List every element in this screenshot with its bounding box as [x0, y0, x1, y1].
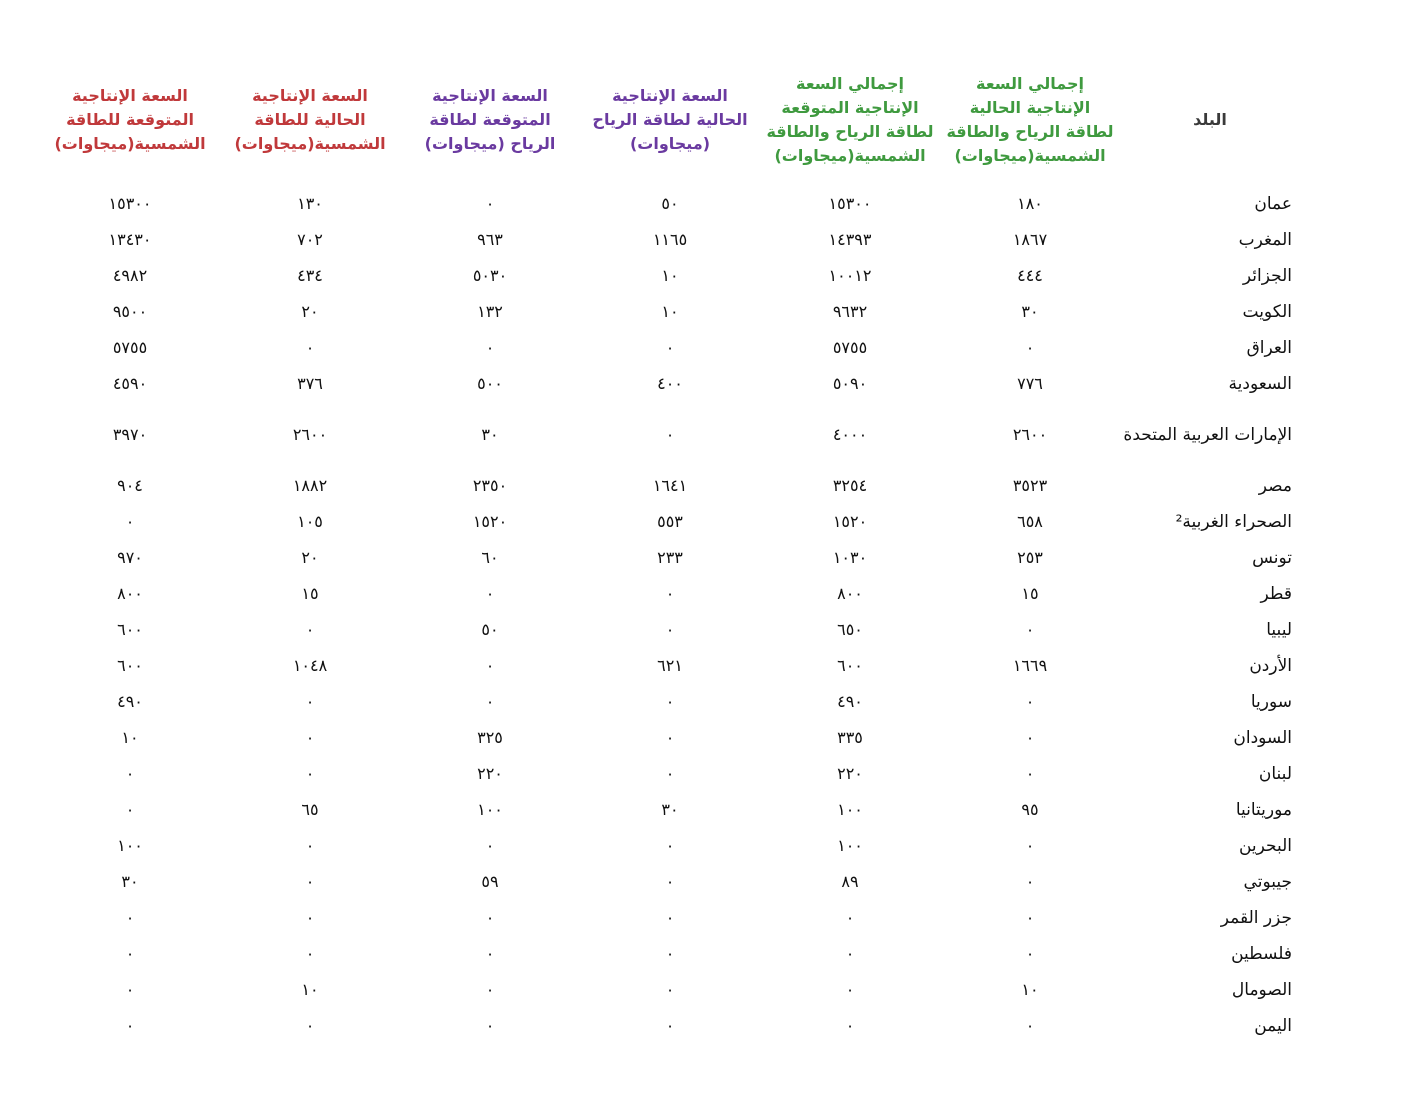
cell-wind-expected: ٠	[485, 584, 495, 603]
cell-solar-current: ٠	[305, 1016, 315, 1035]
cell-country: قطر	[1260, 584, 1292, 604]
cell-solar-expected: ٥٧٥٥	[112, 338, 148, 357]
table-row	[40, 330, 1300, 366]
cell-total-current: ٦٥٨	[1017, 512, 1043, 531]
table-header-row	[40, 58, 1300, 186]
cell-country: الصحراء الغربية²	[1175, 512, 1292, 532]
cell-solar-expected: ٤٩٨٢	[112, 266, 148, 285]
cell-total-expected: ١٠٣٠	[832, 548, 868, 567]
cell-solar-expected: ٤٥٩٠	[112, 374, 148, 393]
cell-total-expected: ٣٣٥	[837, 728, 863, 747]
cell-wind-expected: ١٥٢٠	[472, 512, 508, 531]
header-total-expected: إجمالي السعة الإنتاجية المتوقعة لطاقة الرياح والطاقة الشمسية(ميجاوات)	[766, 74, 934, 165]
cell-solar-expected: ٣٩٧٠	[112, 425, 148, 444]
cell-total-expected: ١٠٠	[837, 836, 863, 855]
table-row	[40, 900, 1300, 936]
cell-total-expected: ١٤٣٩٣	[828, 230, 872, 249]
cell-total-expected: ٩٦٣٢	[832, 302, 868, 321]
cell-total-current: ٠	[1025, 764, 1035, 783]
cell-wind-current: ٠	[665, 728, 675, 747]
cell-total-expected: ٥٧٥٥	[832, 338, 868, 357]
cell-total-current: ٠	[1025, 692, 1035, 711]
cell-country: العراق	[1246, 338, 1292, 358]
cell-wind-expected: ٣٠	[481, 425, 499, 444]
cell-wind-current: ٠	[665, 692, 675, 711]
cell-wind-current: ٢٣٣	[657, 548, 683, 567]
cell-wind-current: ٠	[665, 944, 675, 963]
cell-total-expected: ١٥٣٠٠	[828, 194, 872, 213]
cell-solar-expected: ١٣٤٣٠	[108, 230, 152, 249]
cell-total-current: ٠	[1025, 728, 1035, 747]
cell-solar-expected: ٩٠٤	[117, 476, 143, 495]
cell-solar-expected: ٣٠	[121, 872, 139, 891]
cell-total-current: ٠	[1025, 338, 1035, 357]
header-wind-expected: السعة الإنتاجية المتوقعة لطاقة الرياح (ميجاوات)	[424, 86, 556, 153]
cell-country: الإمارات العربية المتحدة	[1123, 425, 1292, 445]
cell-total-expected: ٢٢٠	[837, 764, 863, 783]
cell-country: تونس	[1252, 548, 1292, 568]
cell-solar-current: ٠	[305, 338, 315, 357]
cell-solar-expected: ٠	[125, 980, 135, 999]
cell-solar-current: ٢٦٠٠	[292, 425, 328, 444]
cell-solar-current: ٠	[305, 620, 315, 639]
cell-solar-current: ٢٠	[301, 548, 319, 567]
cell-wind-expected: ٦٠	[481, 548, 499, 567]
cell-total-expected: ١٠٠١٢	[828, 266, 872, 285]
cell-solar-current: ١٨٨٢	[292, 476, 328, 495]
table-row	[40, 828, 1300, 864]
table-row	[40, 294, 1300, 330]
cell-country: البحرين	[1238, 836, 1292, 856]
cell-total-expected: ٤٠٠٠	[832, 425, 868, 444]
cell-wind-expected: ٣٢٥	[477, 728, 503, 747]
cell-wind-expected: ١٠٠	[477, 800, 503, 819]
cell-country: الأردن	[1249, 656, 1292, 676]
cell-country: اليمن	[1254, 1016, 1292, 1036]
cell-country: مصر	[1258, 476, 1292, 496]
cell-total-current: ١٦٦٩	[1012, 656, 1048, 675]
cell-total-current: ٠	[1025, 620, 1035, 639]
cell-solar-current: ٤٣٤	[297, 266, 323, 285]
cell-wind-current: ٦٢١	[657, 656, 683, 675]
cell-solar-current: ٦٥	[301, 800, 319, 819]
table-row	[40, 366, 1300, 402]
cell-wind-expected: ٠	[485, 656, 495, 675]
table-row	[40, 540, 1300, 576]
header-wind-current: السعة الإنتاجية الحالية لطاقة الرياح (ميجاوات)	[592, 86, 748, 153]
cell-solar-current: ٢٠	[301, 302, 319, 321]
cell-country: ليبيا	[1266, 620, 1292, 640]
cell-wind-expected: ٥٩	[481, 872, 499, 891]
cell-country: السعودية	[1228, 374, 1292, 394]
cell-solar-current: ٠	[305, 908, 315, 927]
table-row	[40, 792, 1300, 828]
table-row	[40, 684, 1300, 720]
cell-solar-expected: ١٠٠	[117, 836, 143, 855]
cell-solar-current: ٧٠٢	[297, 230, 323, 249]
cell-total-current: ٠	[1025, 908, 1035, 927]
cell-total-expected: ٠	[845, 1016, 855, 1035]
cell-total-current: ٧٧٦	[1017, 374, 1043, 393]
cell-wind-expected: ٠	[485, 980, 495, 999]
table-body	[40, 186, 1300, 1044]
table-row	[40, 720, 1300, 756]
cell-total-current: ٣٠	[1021, 302, 1039, 321]
cell-wind-current: ٤٠٠	[657, 374, 683, 393]
cell-country: جزر القمر	[1220, 908, 1292, 928]
cell-total-current: ١٨٦٧	[1012, 230, 1048, 249]
cell-solar-current: ٠	[305, 728, 315, 747]
header-solar-current: السعة الإنتاجية الحالية للطاقة الشمسية(ميجاوات)	[234, 86, 386, 153]
cell-total-current: ٠	[1025, 836, 1035, 855]
cell-total-expected: ٨٠٠	[837, 584, 863, 603]
cell-wind-expected: ١٣٢	[477, 302, 503, 321]
cell-total-expected: ٠	[845, 944, 855, 963]
table-row	[40, 864, 1300, 900]
cell-solar-expected: ٠	[125, 764, 135, 783]
table-row	[40, 648, 1300, 684]
cell-solar-current: ١٠٤٨	[292, 656, 328, 675]
cell-solar-current: ١٥	[301, 584, 319, 603]
cell-wind-expected: ٠	[485, 194, 495, 213]
cell-wind-expected: ٥٠	[481, 620, 499, 639]
cell-total-expected: ٨٩	[841, 872, 859, 891]
cell-total-current: ٠	[1025, 872, 1035, 891]
table-row	[40, 972, 1300, 1008]
cell-wind-expected: ٠	[485, 692, 495, 711]
cell-country: الجزائر	[1242, 266, 1292, 286]
cell-country: الصومال	[1231, 980, 1292, 1000]
cell-total-expected: ١٠٠	[837, 800, 863, 819]
cell-total-expected: ٥٠٩٠	[832, 374, 868, 393]
cell-solar-current: ٠	[305, 764, 315, 783]
cell-solar-current: ٠	[305, 872, 315, 891]
table-row	[40, 504, 1300, 540]
cell-solar-expected: ٨٠٠	[117, 584, 143, 603]
cell-wind-expected: ٠	[485, 944, 495, 963]
table-row	[40, 612, 1300, 648]
cell-wind-expected: ٠	[485, 836, 495, 855]
cell-solar-expected: ٠	[125, 800, 135, 819]
cell-total-current: ٣٥٢٣	[1012, 476, 1048, 495]
table-row	[40, 402, 1300, 468]
cell-country: المغرب	[1238, 230, 1292, 250]
cell-wind-current: ٥٥٣	[657, 512, 683, 531]
table-row	[40, 258, 1300, 294]
cell-wind-expected: ٠	[485, 338, 495, 357]
cell-country: جيبوتي	[1243, 872, 1292, 892]
cell-wind-expected: ٢٣٥٠	[472, 476, 508, 495]
cell-solar-current: ١٠	[301, 980, 319, 999]
cell-total-current: ٤٤٤	[1017, 266, 1043, 285]
cell-country: فلسطين	[1231, 944, 1292, 964]
cell-total-current: ٢٦٠٠	[1012, 425, 1048, 444]
cell-solar-expected: ٦٠٠	[117, 620, 143, 639]
table-row	[40, 756, 1300, 792]
table-row	[40, 186, 1300, 222]
table-row	[40, 576, 1300, 612]
cell-wind-current: ٠	[665, 338, 675, 357]
cell-wind-current: ٠	[665, 1016, 675, 1035]
cell-total-expected: ٠	[845, 908, 855, 927]
cell-wind-expected: ٥٠٣٠	[472, 266, 508, 285]
cell-wind-current: ٠	[665, 836, 675, 855]
table-row	[40, 222, 1300, 258]
cell-country: الكويت	[1242, 302, 1292, 322]
cell-wind-current: ٠	[665, 764, 675, 783]
cell-wind-current: ٠	[665, 980, 675, 999]
cell-solar-expected: ٤٩٠	[117, 692, 143, 711]
cell-solar-current: ١٠٥	[297, 512, 323, 531]
cell-total-current: ٠	[1025, 1016, 1035, 1035]
cell-total-current: ١٥	[1021, 584, 1039, 603]
cell-wind-current: ٣٠	[661, 800, 679, 819]
cell-wind-current: ١٠	[661, 302, 679, 321]
cell-country: عمان	[1254, 194, 1292, 214]
header-solar-expected: السعة الإنتاجية المتوقعة للطاقة الشمسية(ميجاوات)	[54, 86, 206, 153]
cell-solar-expected: ١٥٣٠٠	[108, 194, 152, 213]
cell-wind-current: ١٠	[661, 266, 679, 285]
cell-solar-expected: ٠	[125, 512, 135, 531]
header-total-current: إجمالي السعة الإنتاجية الحالية لطاقة الرياح والطاقة الشمسية(ميجاوات)	[946, 74, 1114, 165]
header-country: البلد	[1193, 110, 1227, 129]
cell-country: سوريا	[1250, 692, 1292, 712]
cell-solar-current: ٠	[305, 836, 315, 855]
cell-total-expected: ٠	[845, 980, 855, 999]
cell-wind-current: ٠	[665, 908, 675, 927]
cell-total-current: ٩٥	[1021, 800, 1039, 819]
cell-wind-expected: ٢٢٠	[477, 764, 503, 783]
cell-solar-expected: ٠	[125, 944, 135, 963]
cell-wind-expected: ٠	[485, 908, 495, 927]
cell-total-current: ١٨٠	[1017, 194, 1043, 213]
cell-wind-current: ٠	[665, 584, 675, 603]
cell-total-expected: ٣٢٥٤	[832, 476, 868, 495]
cell-total-current: ٢٥٣	[1017, 548, 1043, 567]
cell-solar-expected: ٠	[125, 908, 135, 927]
cell-total-current: ٠	[1025, 944, 1035, 963]
cell-country: موريتانيا	[1235, 800, 1292, 820]
cell-wind-current: ١١٦٥	[652, 230, 688, 249]
cell-wind-current: ٠	[665, 620, 675, 639]
cell-solar-current: ١٣٠	[297, 194, 323, 213]
table-row	[40, 468, 1300, 504]
cell-solar-expected: ٠	[125, 1016, 135, 1035]
cell-wind-current: ٠	[665, 872, 675, 891]
cell-solar-expected: ٩٥٠٠	[112, 302, 148, 321]
table-row	[40, 1008, 1300, 1044]
cell-solar-current: ٠	[305, 692, 315, 711]
cell-solar-expected: ١٠	[121, 728, 139, 747]
cell-total-expected: ٦٥٠	[837, 620, 863, 639]
cell-solar-current: ٠	[305, 944, 315, 963]
cell-total-expected: ٦٠٠	[837, 656, 863, 675]
cell-total-current: ١٠	[1021, 980, 1039, 999]
cell-total-expected: ١٥٢٠	[832, 512, 868, 531]
cell-wind-expected: ٥٠٠	[477, 374, 503, 393]
cell-country: لبنان	[1258, 764, 1292, 784]
cell-solar-expected: ٩٧٠	[117, 548, 143, 567]
cell-country: السودان	[1233, 728, 1292, 748]
cell-wind-expected: ٠	[485, 1016, 495, 1035]
cell-wind-current: ٠	[665, 425, 675, 444]
cell-wind-expected: ٩٦٣	[477, 230, 503, 249]
cell-total-expected: ٤٩٠	[837, 692, 863, 711]
cell-wind-current: ٥٠	[661, 194, 679, 213]
cell-solar-expected: ٦٠٠	[117, 656, 143, 675]
cell-solar-current: ٣٧٦	[297, 374, 323, 393]
table-row	[40, 936, 1300, 972]
cell-wind-current: ١٦٤١	[652, 476, 688, 495]
capacity-table	[40, 58, 1300, 1044]
